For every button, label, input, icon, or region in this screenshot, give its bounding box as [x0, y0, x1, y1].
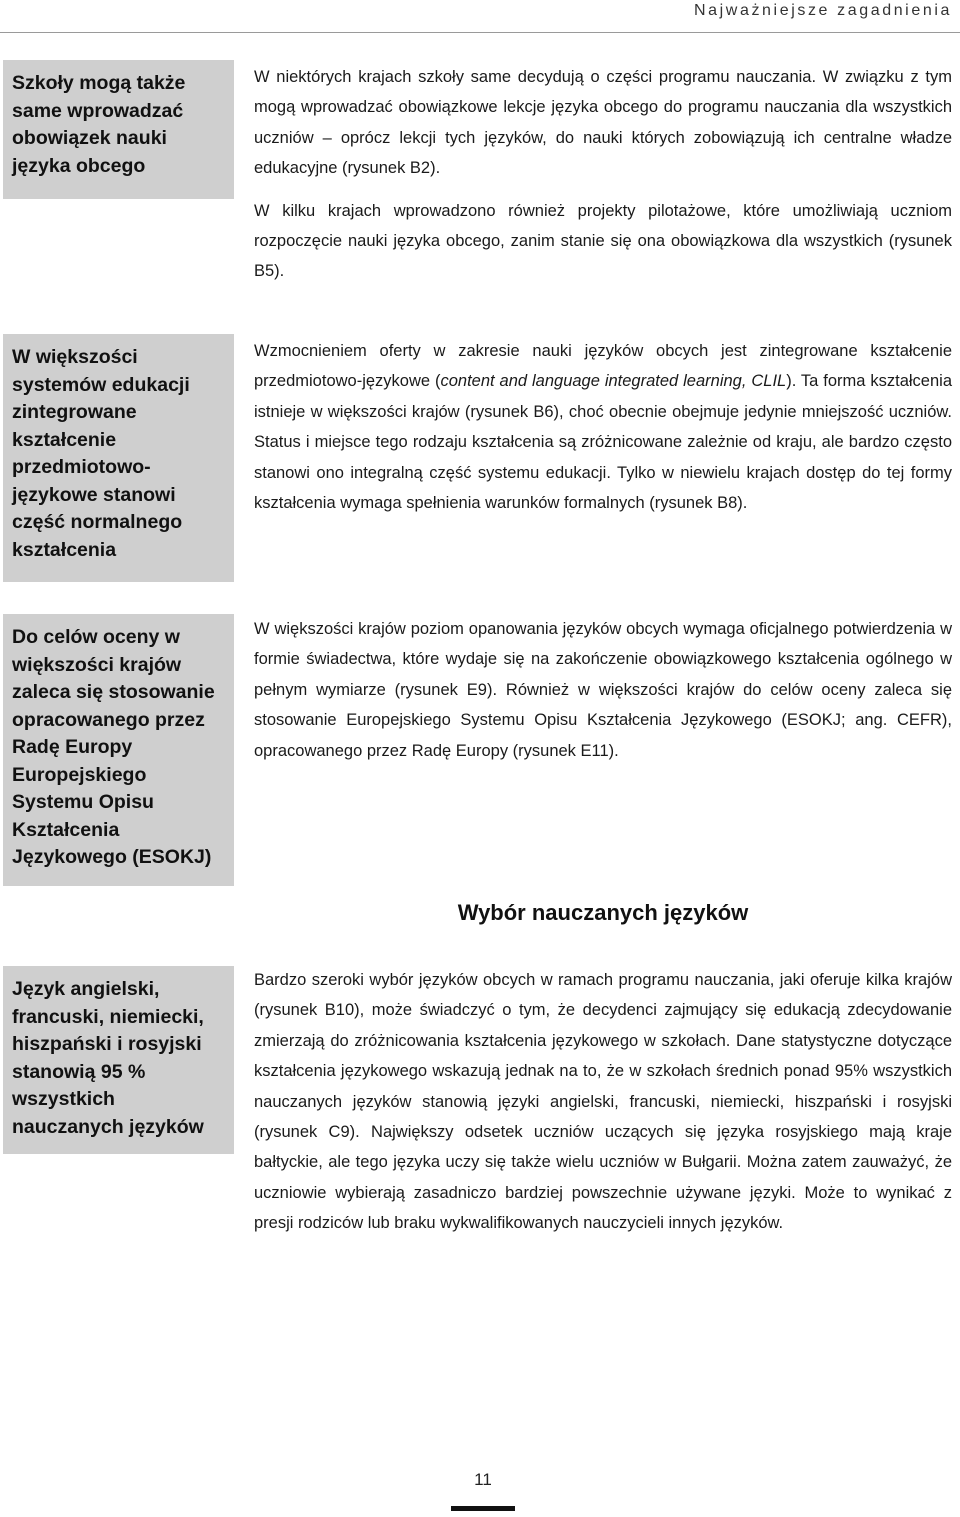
sidebar-note-languages	[3, 966, 234, 1154]
sidebar-note-text: Do celów oceny w większości krajów zaleca się stosowanie opracowanego przez Radę Europy Europejskiego Systemu Opisu Kształcenia Językowego (ESOKJ)	[12, 626, 215, 868]
sidebar-note-text: Język angielski, francuski, niemiecki, hiszpański i rosyjski stanowią 95 % wszystkich nauczanych języków	[12, 978, 204, 1138]
section-language-choice	[254, 965, 952, 1239]
sidebar-note-text: W większości systemów edukacji zintegrowane kształcenie przedmiotowo-językowe stanowi część normalnego kształcenia	[12, 346, 190, 561]
page-number-bar	[451, 1506, 515, 1511]
paragraph: W niektórych krajach szkoły same decydują o części programu nauczania. W związku z tym mogą wprowadzać obowiązkowe lekcje języka obcego do programu nauczania dla wszystkich uczniów – oprócz lekcji tych języków, do nauki których zobowiązują ich centralne władze edukacyjne (rysunek B2).	[254, 68, 952, 178]
paragraph: W większości krajów poziom opanowania języków obcych wymaga oficjalnego potwierdzenia w formie świadectwa, które wydaje się na zakończenie obowiązkowego kształcenia ogólnego w pełnym wymiarze (rysunek E9). Również w większości krajów do celów oceny zaleca się stosowanie Europejskiego Systemu Opisu Kształcenia Językowego (ESOKJ; ang. CEFR), opracowanego przez Radę Europy (rysunek E11).	[254, 620, 952, 760]
sidebar-note-assessment	[3, 614, 234, 886]
page-number: 11	[474, 1470, 492, 1489]
section-heading: Wybór nauczanych języków	[457, 900, 749, 925]
paragraph: Bardzo szeroki wybór języków obcych w ramach programu nauczania, jaki oferuje kilka krajów (rysunek B10), może świadczyć o tym, że decydenci zajmujący się edukacją zdecydowanie zmierzają do zróżnicowania kształcenia językowego w szkołach. Dane statystyczne dotyczące kształcenia językowego wskazują jednak na to, że w szkołach średnich ponad 95% wszystkich nauczanych języków stanowią języki angielski, francuski, niemiecki, hiszpański i rosyjski (rysunek C9). Największy odsetek uczniów uczących się języka rosyjskiego mają kraje bałtyckie, ale tego języka uczy się także wielu uczniów w Bułgarii. Można zatem zauważyć, że uczniowie wybierają zasadniczo bardziej powszechnie używane języki. Może to wynikać z presji rodziców lub braku wykwalifikowanych nauczycieli innych języków.	[254, 971, 952, 1233]
section-clil	[254, 336, 952, 518]
running-header	[0, 0, 960, 30]
running-header-title: Najważniejsze zagadnienia	[693, 2, 952, 19]
paragraph-italic-term: content and language integrated learning, CLIL	[440, 372, 787, 391]
paragraph-text: Wzmocnieniem oferty w zakresie nauki języków obcych jest zintegrowane kształcenie przedmiotowo-językowe (	[254, 342, 952, 391]
paragraph-text: ). Ta forma kształcenia istnieje w większości krajów (rysunek B6), choć obecnie obejmuje jedynie mniejszość uczniów. Status i miejsce tego rodzaju kształcenia są zróżnicowane zależnie od kraju, ale bardzo często stanowi ono integralną część systemu edukacji. Tylko w niewielu krajach dostęp do tej formy kształcenia wymaga spełnienia warunków formalnych (rysunek B8).	[254, 372, 952, 513]
section-assessment	[254, 614, 952, 766]
sidebar-note-text: Szkoły mogą także same wprowadzać obowiązek nauki języka obcego	[12, 72, 186, 177]
sidebar-note-clil	[3, 334, 234, 582]
paragraph	[254, 336, 952, 518]
section-school-autonomy	[254, 62, 952, 287]
header-rule	[0, 32, 960, 33]
sidebar-note-school-autonomy	[3, 60, 234, 199]
paragraph: W kilku krajach wprowadzono również projekty pilotażowe, które umożliwiają uczniom rozpoczęcie nauki języka obcego, zanim stanie się ona obowiązkowa dla wszystkich (rysunek B5).	[254, 201, 952, 281]
